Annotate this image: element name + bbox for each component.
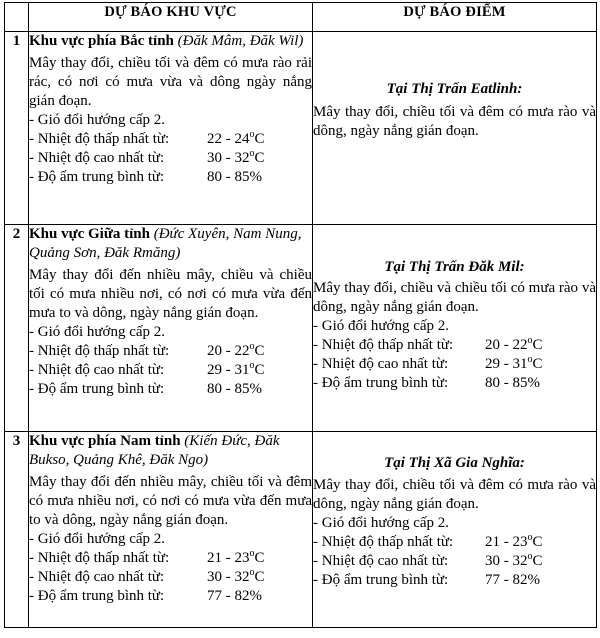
region-title: Khu vực Giữa tỉnh (Đức Xuyên, Nam Nung, Quảng Sơn, Đăk Rmăng): [29, 226, 302, 261]
humidity-value: 80 - 85%: [207, 169, 262, 185]
max-temp-line: - Nhiệt độ cao nhất từ: 30 - 32$^o$C: [313, 551, 543, 569]
forecast-table: [4, 2, 597, 628]
region-areas: (Kiến Đức, Đăk Bukso, Quảng Khê, Đăk Ngo): [29, 433, 280, 468]
max-temp-line: - Nhiệt độ cao nhất từ: 30 - 32$^o$C: [29, 567, 265, 585]
humidity-line: - Độ ẩm trung bình từ: 77 - 82%: [29, 588, 262, 604]
wind-line: - Gió đổi hướng cấp 2.: [29, 531, 166, 547]
min-temp-value: 20 - 22: [207, 343, 250, 359]
humidity-line: - Độ ẩm trung bình từ: 80 - 85%: [29, 169, 262, 185]
point-title: Tại Thị Trấn Eatlinh:: [386, 81, 523, 97]
point-title: Tại Thị Xã Gia Nghĩa:: [384, 455, 525, 471]
point-forecast-cell: [313, 432, 597, 628]
forecast-row-2: [5, 225, 597, 432]
wind-line: - Gió đổi hướng cấp 2.: [29, 324, 166, 340]
min-temp-line: - Nhiệt độ thấp nhất từ: 22 - 24$^o$C: [29, 129, 265, 147]
forecast-row-1: [5, 32, 597, 225]
region-title: Khu vực phía Nam tỉnh (Kiến Đức, Đăk Bukso, Quảng Khê, Đăk Ngo): [29, 433, 280, 468]
point-description: Mây thay đổi, chiều và chiều tối có mưa rào và dông, ngày nắng gián đoạn.: [313, 280, 596, 315]
humidity-value: 80 - 85%: [207, 381, 262, 397]
min-temp-value: 21 - 23: [207, 550, 250, 566]
max-temp-line: - Nhiệt độ cao nhất từ: 29 - 31$^o$C: [313, 354, 543, 372]
min-temp-line: - Nhiệt độ thấp nhất từ: 21 - 23$^o$C: [313, 532, 543, 550]
region-forecast-cell: [29, 32, 313, 225]
wind-line: - Gió đổi hướng cấp 2.: [313, 318, 450, 334]
humidity-value: 77 - 82%: [207, 588, 262, 604]
max-temp-value: 30 - 32: [207, 569, 250, 585]
row-number: 3: [5, 432, 29, 628]
max-temp-value: 30 - 32: [207, 150, 250, 166]
min-temp-line: - Nhiệt độ thấp nhất từ: 20 - 22$^o$C: [29, 341, 265, 359]
wind-line: - Gió đổi hướng cấp 2.: [313, 515, 450, 531]
row-number: 1: [5, 32, 29, 225]
humidity-line: - Độ ẩm trung bình từ: 80 - 85%: [313, 375, 540, 391]
humidity-value: 77 - 82%: [485, 572, 540, 588]
header-region: DỰ BÁO KHU VỰC: [29, 3, 313, 32]
humidity-line: - Độ ẩm trung bình từ: 77 - 82%: [313, 572, 540, 588]
point-description: Mây thay đổi, chiều tối và đêm có mưa rào và dông, ngày nắng gián đoạn.: [313, 104, 596, 139]
humidity-value: 80 - 85%: [485, 375, 540, 391]
region-description: Mây thay đổi, chiều tối và đêm có mưa rào rải rác, có nơi có mưa vừa và dông ngày nắng gián đoạn.: [29, 55, 312, 109]
region-forecast-cell: [29, 432, 313, 628]
region-forecast-cell: [29, 225, 313, 432]
point-forecast-cell: [313, 32, 597, 225]
min-temp-value: 22 - 24: [207, 131, 250, 147]
row-number: 2: [5, 225, 29, 432]
region-areas: (Đăk Mâm, Đăk Wil): [177, 33, 304, 49]
max-temp-line: - Nhiệt độ cao nhất từ: 30 - 32$^o$C: [29, 148, 265, 166]
point-forecast-cell: [313, 225, 597, 432]
min-temp-line: - Nhiệt độ thấp nhất từ: 20 - 22$^o$C: [313, 335, 543, 353]
region-areas: (Đức Xuyên, Nam Nung, Quảng Sơn, Đăk Rmăng): [29, 226, 302, 261]
max-temp-line: - Nhiệt độ cao nhất từ: 29 - 31$^o$C: [29, 360, 265, 378]
min-temp-line: - Nhiệt độ thấp nhất từ: 21 - 23$^o$C: [29, 548, 265, 566]
header-row: [5, 3, 597, 32]
region-title: Khu vực phía Bắc tỉnh (Đăk Mâm, Đăk Wil): [29, 33, 304, 49]
point-title: Tại Thị Trấn Đăk Mil:: [384, 259, 525, 275]
region-description: Mây thay đổi đến nhiều mây, chiều và chiều tối có mưa nhiều nơi, có nơi có mưa vừa đến mưa to và dông, ngày nắng gián đoạn.: [29, 267, 312, 321]
max-temp-value: 29 - 31: [207, 362, 250, 378]
region-description: Mây thay đổi đến nhiều mây, chiều tối và đêm có mưa nhiều nơi, có nơi có mưa vừa đến mưa to và dông, ngày nắng gián đoạn.: [29, 474, 312, 528]
max-temp-value: 29 - 31: [485, 356, 528, 372]
header-num-cell: [5, 3, 29, 32]
point-description: Mây thay đổi, chiều tối và đêm có mưa rào và dông, ngày nắng gián đoạn.: [313, 477, 596, 512]
min-temp-value: 21 - 23: [485, 534, 528, 550]
min-temp-value: 20 - 22: [485, 337, 528, 353]
header-point: DỰ BÁO ĐIỂM: [313, 3, 597, 32]
humidity-line: - Độ ẩm trung bình từ: 80 - 85%: [29, 381, 262, 397]
wind-line: - Gió đổi hướng cấp 2.: [29, 112, 166, 128]
forecast-row-3: [5, 432, 597, 628]
max-temp-value: 30 - 32: [485, 553, 528, 569]
